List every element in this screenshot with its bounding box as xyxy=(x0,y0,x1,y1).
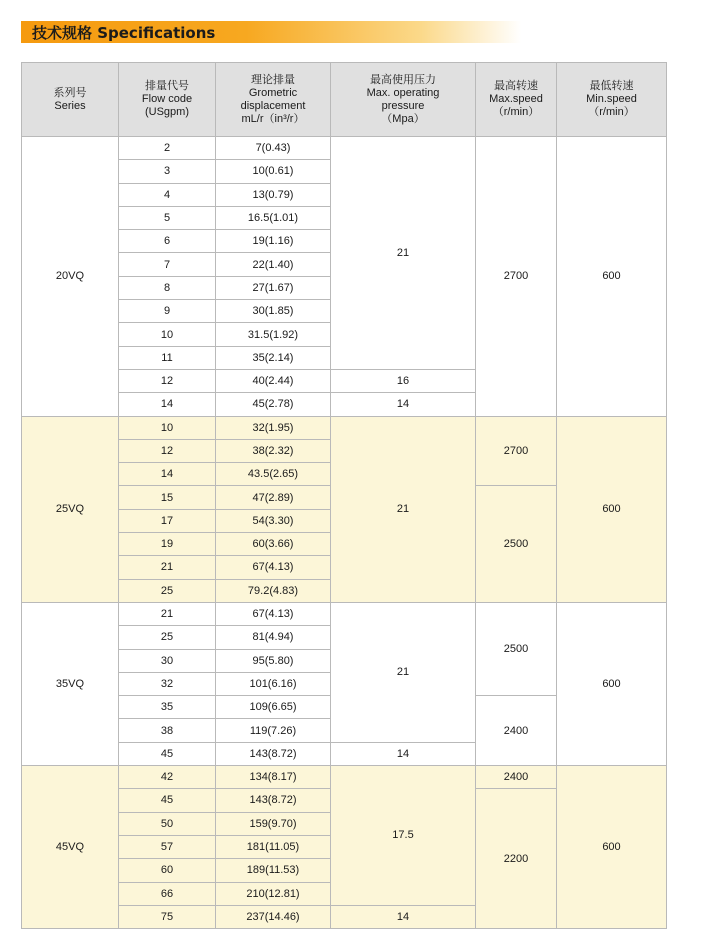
flow-code-cell: 42 xyxy=(119,766,216,789)
displacement-cell: 43.5(2.65) xyxy=(216,463,331,486)
pressure-cell: 17.5 xyxy=(331,766,476,906)
displacement-cell: 35(2.14) xyxy=(216,346,331,369)
header-flow-code: 排量代号 Flow code (USgpm) xyxy=(119,63,216,137)
flow-code-cell: 17 xyxy=(119,509,216,532)
section-title: 技术规格 Specifications xyxy=(32,24,216,42)
flow-code-cell: 25 xyxy=(119,626,216,649)
flow-code-cell: 10 xyxy=(119,323,216,346)
min-speed-cell: 600 xyxy=(557,766,667,929)
series-group-35vq xyxy=(22,602,667,765)
displacement-cell: 159(9.70) xyxy=(216,812,331,835)
header-max-pressure: 最高使用压力 Max. operating pressure （Mpa） xyxy=(331,63,476,137)
flow-code-cell: 2 xyxy=(119,137,216,160)
header-max-speed: 最高转速 Max.speed （r/min） xyxy=(476,63,557,137)
table-row xyxy=(22,137,667,160)
displacement-cell: 19(1.16) xyxy=(216,230,331,253)
flow-code-cell: 35 xyxy=(119,696,216,719)
displacement-cell: 143(8.72) xyxy=(216,742,331,765)
displacement-cell: 119(7.26) xyxy=(216,719,331,742)
header-displacement: 理论排量 Grometric displacement mL/r（in³/r） xyxy=(216,63,331,137)
flow-code-cell: 3 xyxy=(119,160,216,183)
flow-code-cell: 9 xyxy=(119,300,216,323)
displacement-cell: 10(0.61) xyxy=(216,160,331,183)
displacement-cell: 31.5(1.92) xyxy=(216,323,331,346)
displacement-cell: 101(6.16) xyxy=(216,672,331,695)
displacement-cell: 237(14.46) xyxy=(216,905,331,928)
displacement-cell: 189(11.53) xyxy=(216,859,331,882)
flow-code-cell: 66 xyxy=(119,882,216,905)
pressure-cell: 14 xyxy=(331,905,476,928)
max-speed-cell: 2700 xyxy=(476,137,557,417)
max-speed-cell: 2400 xyxy=(476,696,557,766)
flow-code-cell: 14 xyxy=(119,393,216,416)
series-group-45vq xyxy=(22,766,667,929)
flow-code-cell: 11 xyxy=(119,346,216,369)
max-speed-cell: 2500 xyxy=(476,602,557,695)
flow-code-cell: 30 xyxy=(119,649,216,672)
displacement-cell: 181(11.05) xyxy=(216,835,331,858)
flow-code-cell: 19 xyxy=(119,533,216,556)
min-speed-cell: 600 xyxy=(557,602,667,765)
displacement-cell: 45(2.78) xyxy=(216,393,331,416)
flow-code-cell: 12 xyxy=(119,369,216,392)
table-row xyxy=(22,766,667,789)
displacement-cell: 143(8.72) xyxy=(216,789,331,812)
displacement-cell: 7(0.43) xyxy=(216,137,331,160)
displacement-cell: 40(2.44) xyxy=(216,369,331,392)
table-row xyxy=(22,416,667,439)
flow-code-cell: 6 xyxy=(119,230,216,253)
flow-code-cell: 21 xyxy=(119,602,216,625)
flow-code-cell: 7 xyxy=(119,253,216,276)
displacement-cell: 134(8.17) xyxy=(216,766,331,789)
displacement-cell: 22(1.40) xyxy=(216,253,331,276)
flow-code-cell: 10 xyxy=(119,416,216,439)
flow-code-cell: 50 xyxy=(119,812,216,835)
series-cell: 20VQ xyxy=(22,137,119,417)
displacement-cell: 16.5(1.01) xyxy=(216,206,331,229)
flow-code-cell: 75 xyxy=(119,905,216,928)
flow-code-cell: 45 xyxy=(119,789,216,812)
series-cell: 25VQ xyxy=(22,416,119,602)
pressure-cell: 14 xyxy=(331,742,476,765)
max-speed-cell: 2500 xyxy=(476,486,557,602)
displacement-cell: 67(4.13) xyxy=(216,602,331,625)
displacement-cell: 13(0.79) xyxy=(216,183,331,206)
displacement-cell: 81(4.94) xyxy=(216,626,331,649)
pressure-cell: 21 xyxy=(331,602,476,742)
displacement-cell: 67(4.13) xyxy=(216,556,331,579)
flow-code-cell: 12 xyxy=(119,439,216,462)
series-group-25vq xyxy=(22,416,667,602)
displacement-cell: 95(5.80) xyxy=(216,649,331,672)
pressure-cell: 21 xyxy=(331,416,476,602)
table-row xyxy=(22,602,667,625)
flow-code-cell: 45 xyxy=(119,742,216,765)
flow-code-cell: 21 xyxy=(119,556,216,579)
flow-code-cell: 60 xyxy=(119,859,216,882)
series-cell: 35VQ xyxy=(22,602,119,765)
displacement-cell: 54(3.30) xyxy=(216,509,331,532)
max-speed-cell: 2400 xyxy=(476,766,557,789)
flow-code-cell: 8 xyxy=(119,276,216,299)
section-title-bar xyxy=(21,21,521,43)
displacement-cell: 79.2(4.83) xyxy=(216,579,331,602)
min-speed-cell: 600 xyxy=(557,416,667,602)
series-group-20vq xyxy=(22,137,667,417)
pressure-cell: 16 xyxy=(331,369,476,392)
displacement-cell: 109(6.65) xyxy=(216,696,331,719)
displacement-cell: 27(1.67) xyxy=(216,276,331,299)
pressure-cell: 21 xyxy=(331,137,476,370)
header-min-speed: 最低转速 Min.speed （r/min） xyxy=(557,63,667,137)
flow-code-cell: 38 xyxy=(119,719,216,742)
displacement-cell: 210(12.81) xyxy=(216,882,331,905)
flow-code-cell: 25 xyxy=(119,579,216,602)
specifications-table xyxy=(21,62,667,929)
max-speed-cell: 2200 xyxy=(476,789,557,929)
max-speed-cell: 2700 xyxy=(476,416,557,486)
flow-code-cell: 57 xyxy=(119,835,216,858)
displacement-cell: 60(3.66) xyxy=(216,533,331,556)
flow-code-cell: 5 xyxy=(119,206,216,229)
pressure-cell: 14 xyxy=(331,393,476,416)
flow-code-cell: 14 xyxy=(119,463,216,486)
displacement-cell: 38(2.32) xyxy=(216,439,331,462)
displacement-cell: 32(1.95) xyxy=(216,416,331,439)
displacement-cell: 47(2.89) xyxy=(216,486,331,509)
flow-code-cell: 4 xyxy=(119,183,216,206)
header-series: 系列号 Series xyxy=(22,63,119,137)
header-row xyxy=(22,63,667,137)
displacement-cell: 30(1.85) xyxy=(216,300,331,323)
series-cell: 45VQ xyxy=(22,766,119,929)
flow-code-cell: 15 xyxy=(119,486,216,509)
flow-code-cell: 32 xyxy=(119,672,216,695)
min-speed-cell: 600 xyxy=(557,137,667,417)
